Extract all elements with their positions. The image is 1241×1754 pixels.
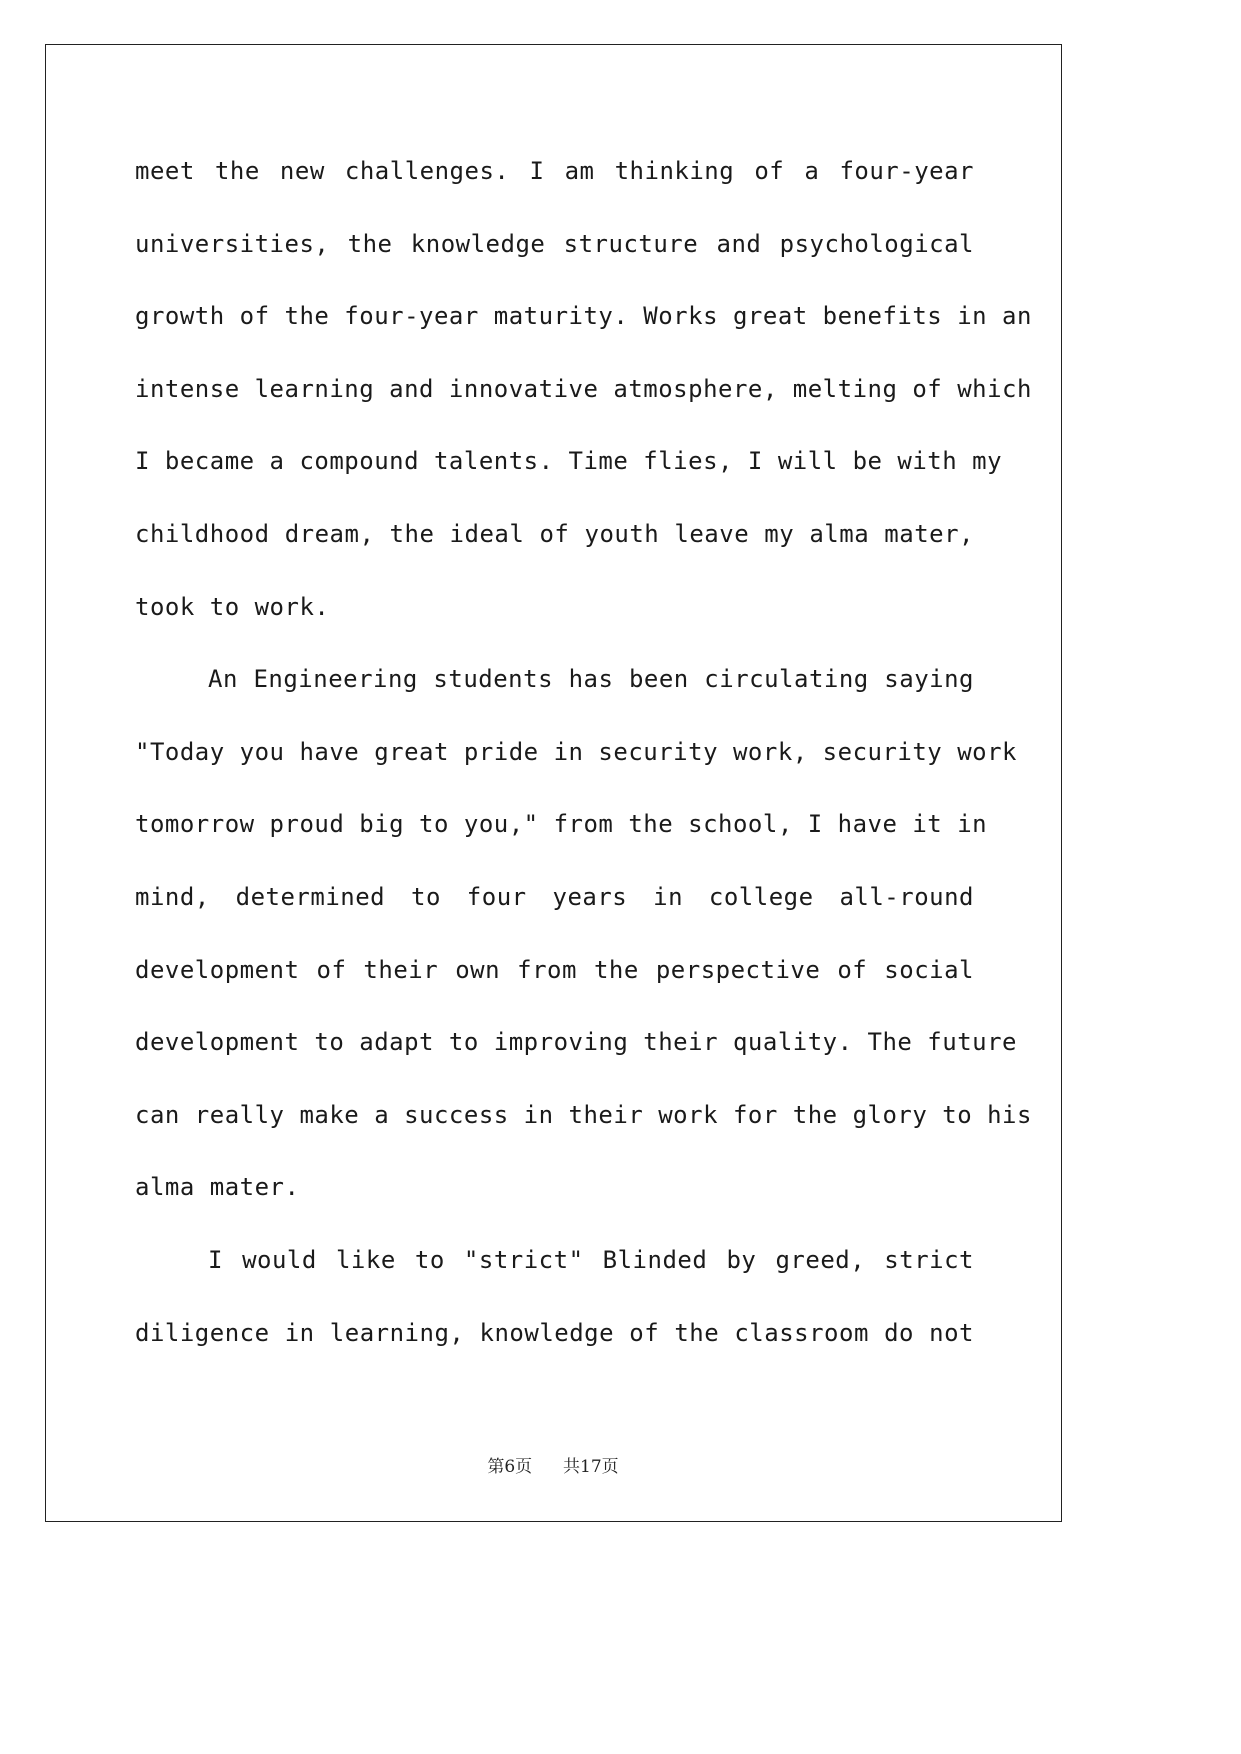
page-number: 第6页 — [487, 1457, 533, 1477]
text-line: childhood dream, the ideal of youth leave my alma mater, — [135, 519, 974, 548]
text-line: can really make a success in their work for the glory to his — [135, 1100, 1032, 1129]
page-footer — [0, 1452, 1106, 1477]
text-line: growth of the four-year maturity. Works great benefits in an — [135, 302, 1032, 331]
text-line: I would like to "strict" Blinded by greed, strict — [208, 1245, 974, 1274]
text-line: intense learning and innovative atmosphere, melting of which — [135, 374, 1032, 403]
text-line: "Today you have great pride in security work, security work — [135, 737, 1018, 766]
text-line: tomorrow proud big to you," from the school, I have it in — [135, 810, 988, 839]
text-line: meet the new challenges. I am thinking of a four-year — [135, 157, 974, 185]
text-line: alma mater. — [135, 1173, 300, 1202]
text-line: mind, determined to four years in college all-round — [135, 882, 974, 911]
text-line: development of their own from the perspective of social — [135, 955, 974, 984]
text-line: I became a compound talents. Time flies, I will be with my — [135, 447, 1003, 476]
text-line: An Engineering students has been circulating saying — [208, 665, 974, 694]
text-line: took to work. — [135, 592, 330, 621]
text-line: diligence in learning, knowledge of the classroom do not — [135, 1318, 974, 1347]
document-body — [135, 135, 1032, 1369]
page-total: 共17页 — [563, 1457, 619, 1477]
text-line: universities, the knowledge structure and psychological — [135, 229, 974, 258]
text-line: development to adapt to improving their quality. The future — [135, 1028, 1018, 1057]
